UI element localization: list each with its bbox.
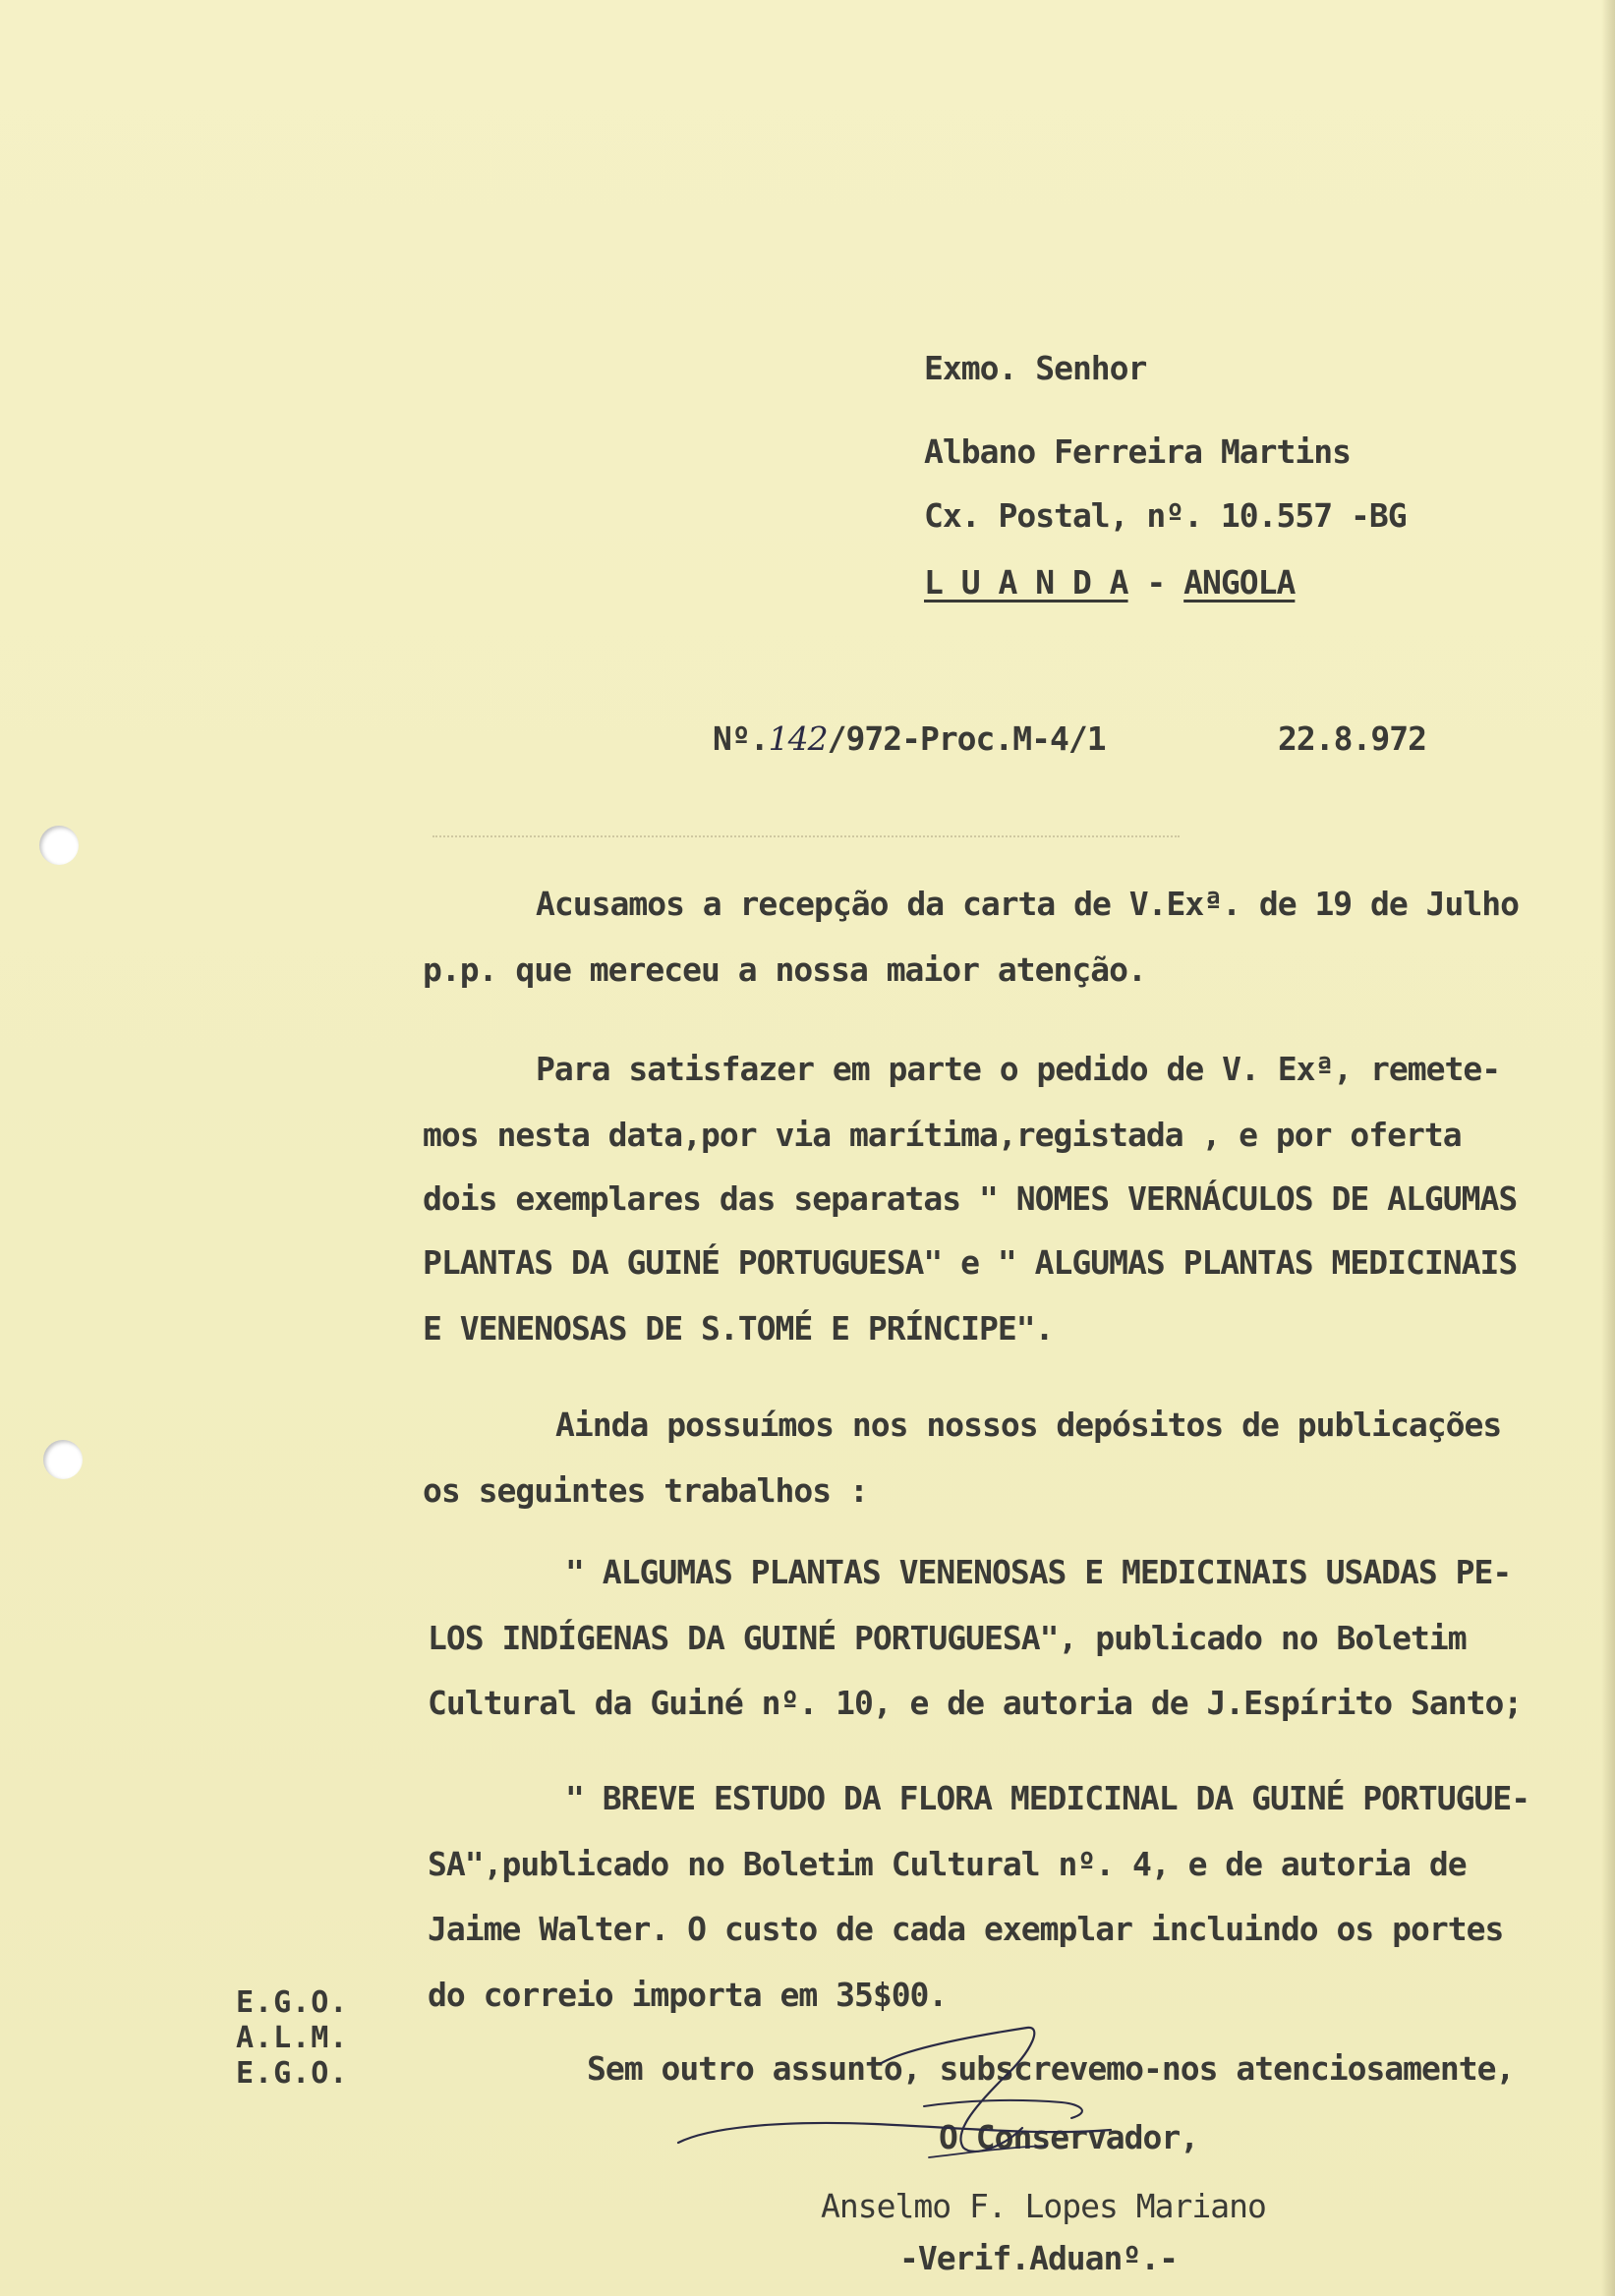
paper-edge-shadow [1601, 0, 1615, 2296]
recipient-salutation: Exmo. Senhor [924, 349, 1147, 387]
typist-initials [236, 1985, 348, 2092]
body-line: mos nesta data,por via marítima,registada , e por oferta [423, 1116, 1462, 1154]
body-line: do correio importa em 35$00. [428, 1976, 948, 2014]
body-line: p.p. que mereceu a nossa maior atenção. [423, 950, 1146, 989]
recipient-separator: - [1127, 563, 1184, 602]
letter-date: 22.8.972 [1278, 719, 1426, 758]
body-line: Ainda possuímos nos nossos depósitos de publicações [555, 1406, 1502, 1444]
punch-hole-top [39, 826, 79, 865]
body-line: Para satisfazer em parte o pedido de V. Exª, remete- [536, 1050, 1501, 1088]
recipient-location [924, 563, 1295, 603]
signatory-role: -Verif.Aduanº.- [899, 2239, 1179, 2277]
divider [433, 835, 1180, 837]
body-line: " BREVE ESTUDO DA FLORA MEDICINAL DA GUINÉ PORTUGUE- [565, 1779, 1530, 1817]
body-line: " ALGUMAS PLANTAS VENENOSAS E MEDICINAIS USADAS PE- [565, 1553, 1512, 1591]
body-line: E VENENOSAS DE S.TOMÉ E PRÍNCIPE". [423, 1309, 1054, 1348]
body-line: SA",publicado no Boletim Cultural nº. 4, e de autoria de [428, 1845, 1467, 1883]
recipient-city: L U A N D A [924, 563, 1128, 602]
reference-number [713, 719, 1106, 759]
body-line: Jaime Walter. O custo de cada exemplar incluindo os portes [428, 1910, 1504, 1948]
signatory-name: Anselmo F. Lopes Mariano [821, 2187, 1266, 2225]
initials-line: E.G.O. [236, 2056, 349, 2091]
body-line: os seguintes trabalhos : [423, 1471, 868, 1510]
reference-process: /972-Proc.M-4/1 [827, 719, 1106, 758]
body-line: LOS INDÍGENAS DA GUINÉ PORTUGUESA", publicado no Boletim [428, 1619, 1467, 1657]
body-line: Acusamos a recepção da carta de V.Exª. de 19 de Julho [536, 885, 1519, 923]
body-line: Cultural da Guiné nº. 10, e de autoria de J.Espírito Santo; [428, 1684, 1523, 1722]
body-line: dois exemplares das separatas " NOMES VERNÁCULOS DE ALGUMAS [423, 1179, 1518, 1218]
closing-line: Sem outro assunto, subscrevemo-nos atenciosamente, [587, 2049, 1515, 2088]
recipient-address: Cx. Postal, nº. 10.557 -BG [924, 496, 1407, 535]
punch-hole-bottom [43, 1440, 83, 1479]
handwritten-number: 142 [768, 719, 828, 758]
reference-prefix: Nº. [713, 719, 769, 758]
initials-line: A.L.M. [236, 2021, 349, 2055]
handwritten-signature [668, 2010, 1298, 2177]
recipient-country: ANGOLA [1183, 563, 1296, 602]
body-line: PLANTAS DA GUINÉ PORTUGUESA" e " ALGUMAS PLANTAS MEDICINAIS [423, 1243, 1518, 1282]
signatory-title: O Conservador, [939, 2118, 1199, 2156]
recipient-name: Albano Ferreira Martins [924, 432, 1351, 471]
initials-line: E.G.O. [236, 1985, 349, 2020]
